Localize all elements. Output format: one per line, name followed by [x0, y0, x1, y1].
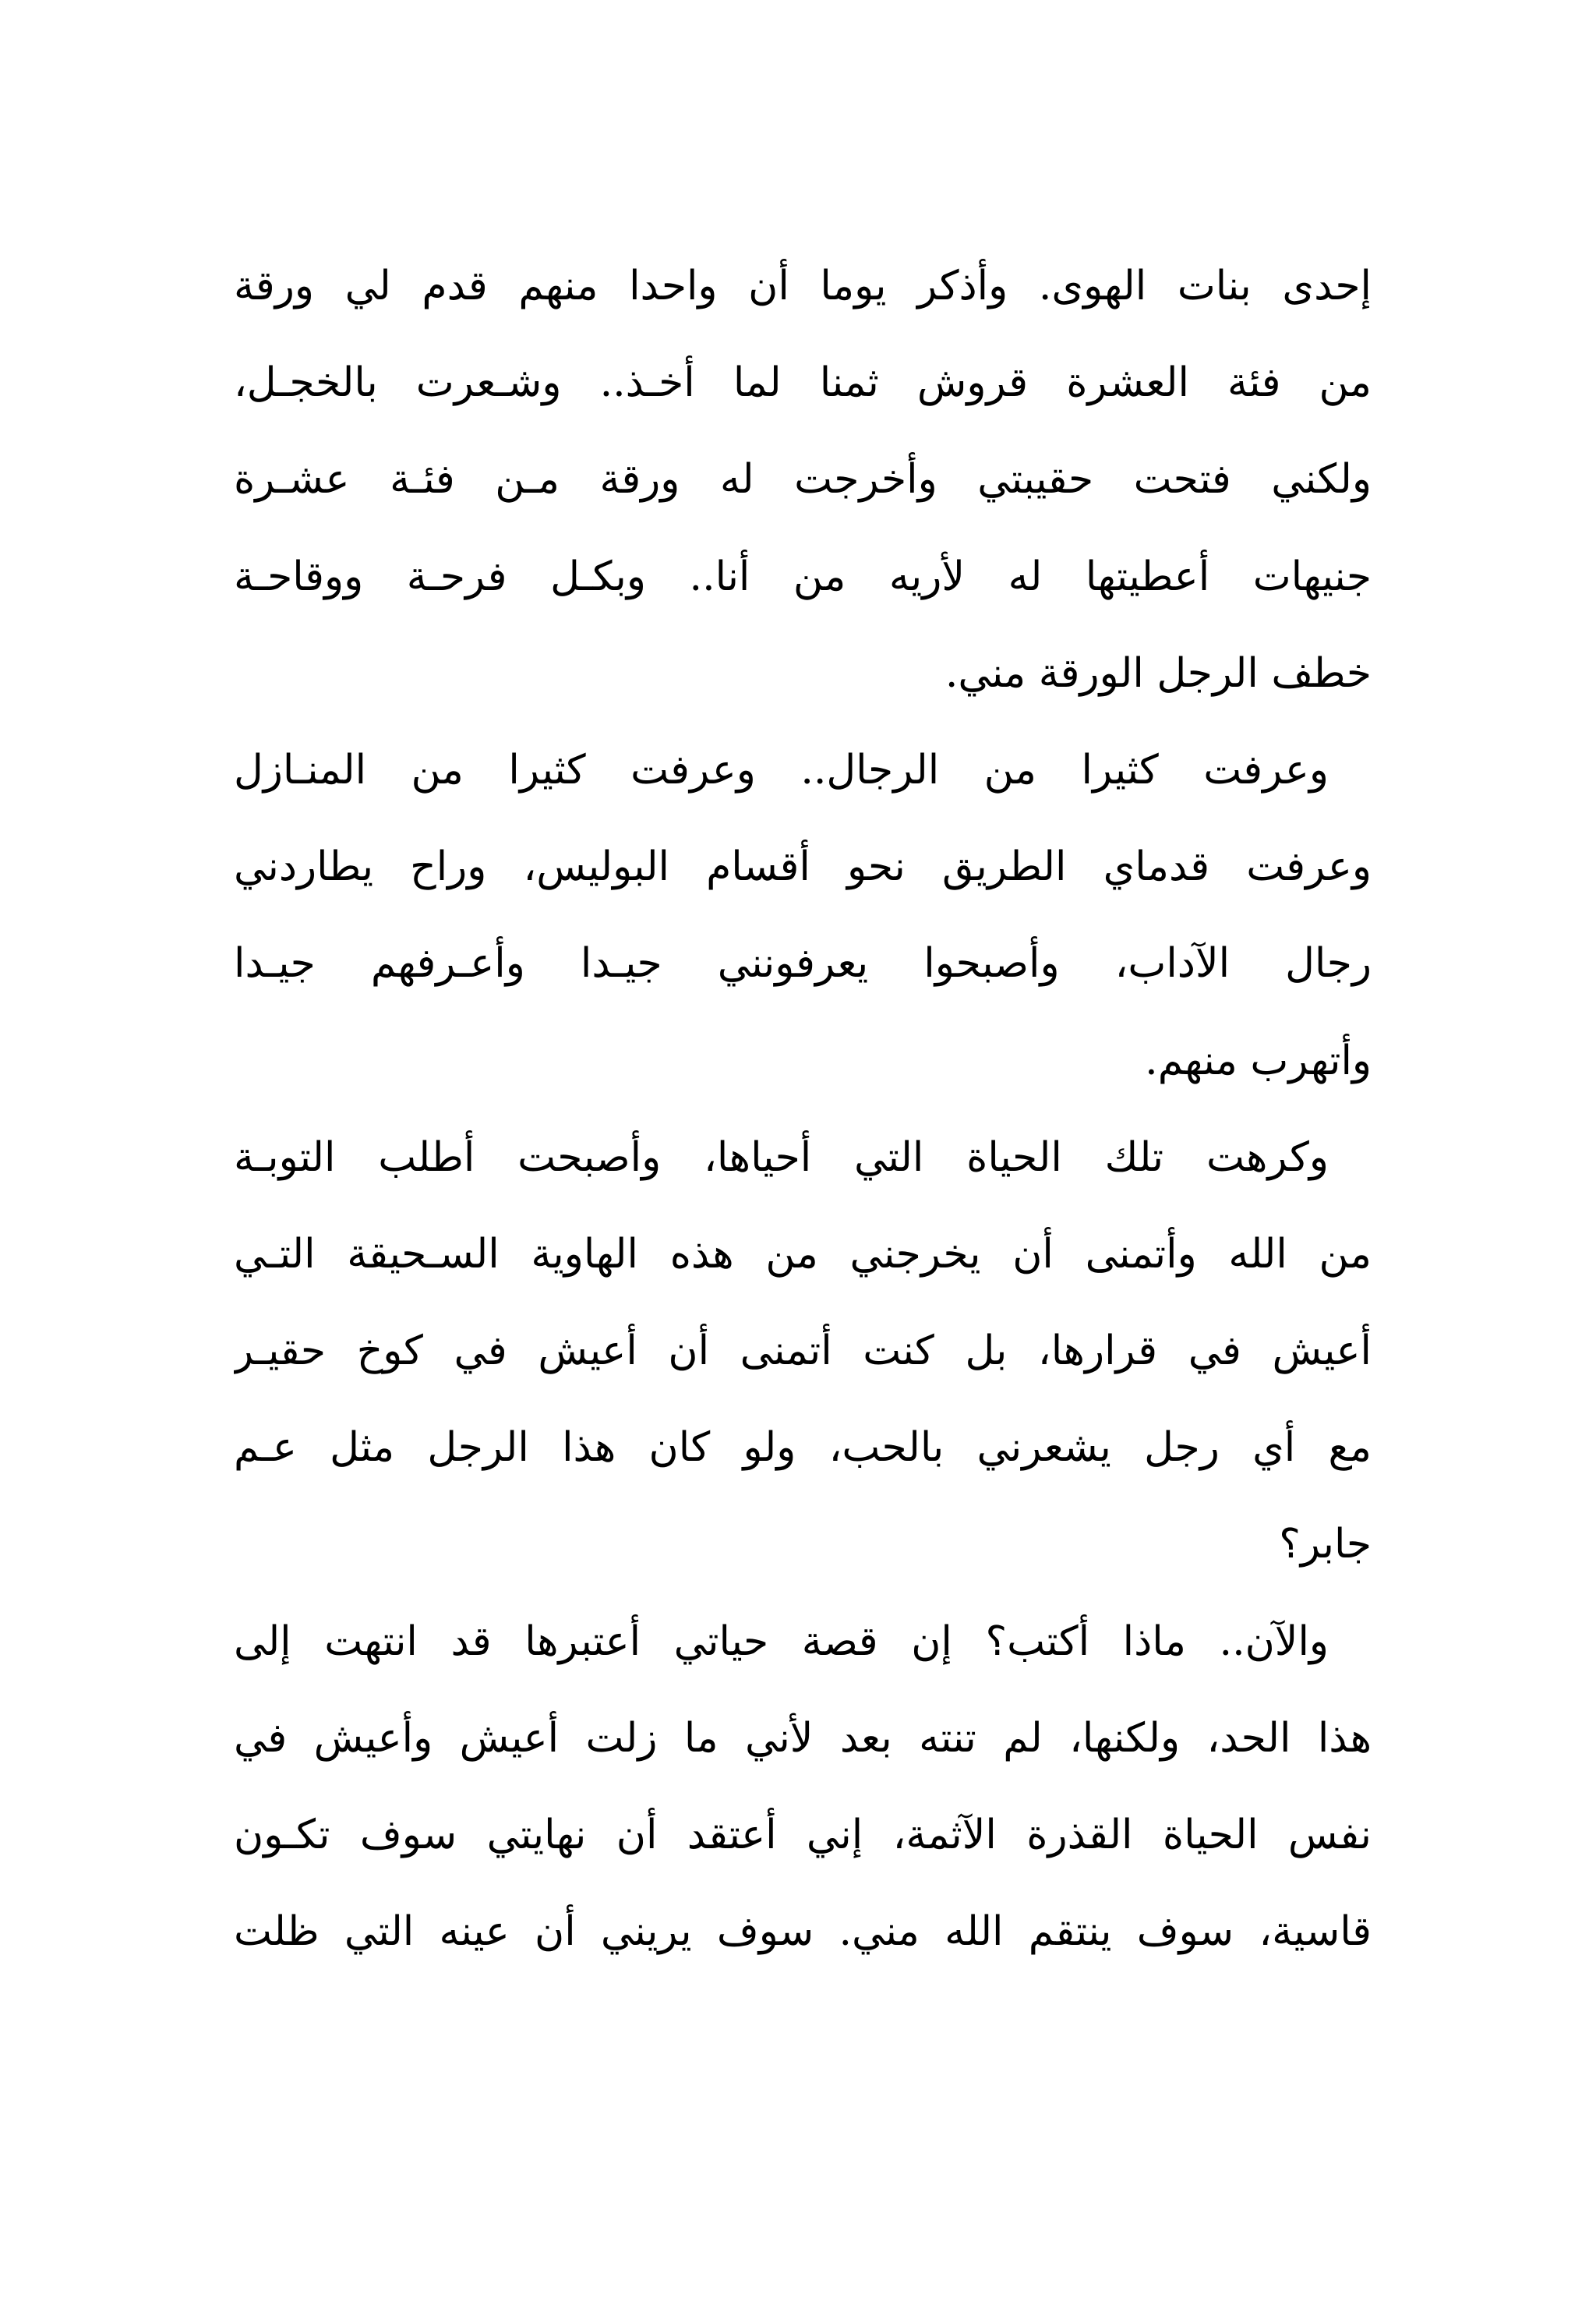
text-line: من فئة العشرة قروش ثمنا لما أخـذ.. وشـعرت بالخجـل،: [234, 359, 1372, 407]
text-line: وعرفت قدماي الطريق نحو أقسام البوليس، وراح يطاردني: [234, 843, 1372, 891]
text-line: هذا الحد، ولكنها، لم تنته بعد لأني ما زلت أعيش وأعيش في: [234, 1714, 1372, 1762]
paragraph-1: [234, 238, 1372, 722]
paragraph-3: [234, 1109, 1372, 1593]
text-line: مع أي رجل يشعرني بالحب، ولو كان هذا الرجل مثل عـم: [234, 1424, 1372, 1472]
text-line: أعيش في قرارها، بل كنت أتمنى أن أعيش في كوخ حقيـر: [234, 1327, 1372, 1375]
text-line: ولكني فتحت حقيبتي وأخرجت له ورقة مـن فئـة عشـرة: [234, 456, 1372, 504]
text-line: قاسية، سوف ينتقم الله مني. سوف يريني أن عينه التي ظلت: [234, 1908, 1372, 1956]
paragraph-4: [234, 1593, 1372, 1981]
body-text: [234, 238, 1372, 1980]
text-line: رجال الآداب، وأصبحوا يعرفونني جيـدا وأعـرفهم جيـدا: [234, 940, 1372, 988]
text-line: وكرهت تلك الحياة التي أحياها، وأصبحت أطلب التوبـة: [234, 1133, 1329, 1181]
text-line: جابر؟: [1279, 1521, 1372, 1568]
text-line: من الله وأتمنى أن يخرجني من هذه الهاوية السـحيقة التـي: [234, 1230, 1372, 1278]
paragraph-2: [234, 722, 1372, 1109]
text-line: نفس الحياة القذرة الآثمة، إني أعتقد أن نهايتي سوف تكـون: [234, 1812, 1372, 1858]
text-line: وأتهرب منهم.: [1145, 1037, 1372, 1084]
text-line: وعرفت كثيرا من الرجال.. وعرفت كثيرا من المنـازل: [234, 746, 1329, 794]
text-line: والآن.. ماذا أكتب؟ إن قصة حياتي أعتبرها قد انتهت إلى: [234, 1617, 1329, 1665]
text-line: جنيهات أعطيتها له لأريه من أنا.. وبكـل فرحـة ووقاحـة: [234, 553, 1372, 600]
text-line: إحدى بنات الهوى. وأذكر يوما أن واحدا منهم قدم لي ورقة: [234, 263, 1372, 309]
text-line: خطف الرجل الورقة مني.: [945, 649, 1372, 697]
